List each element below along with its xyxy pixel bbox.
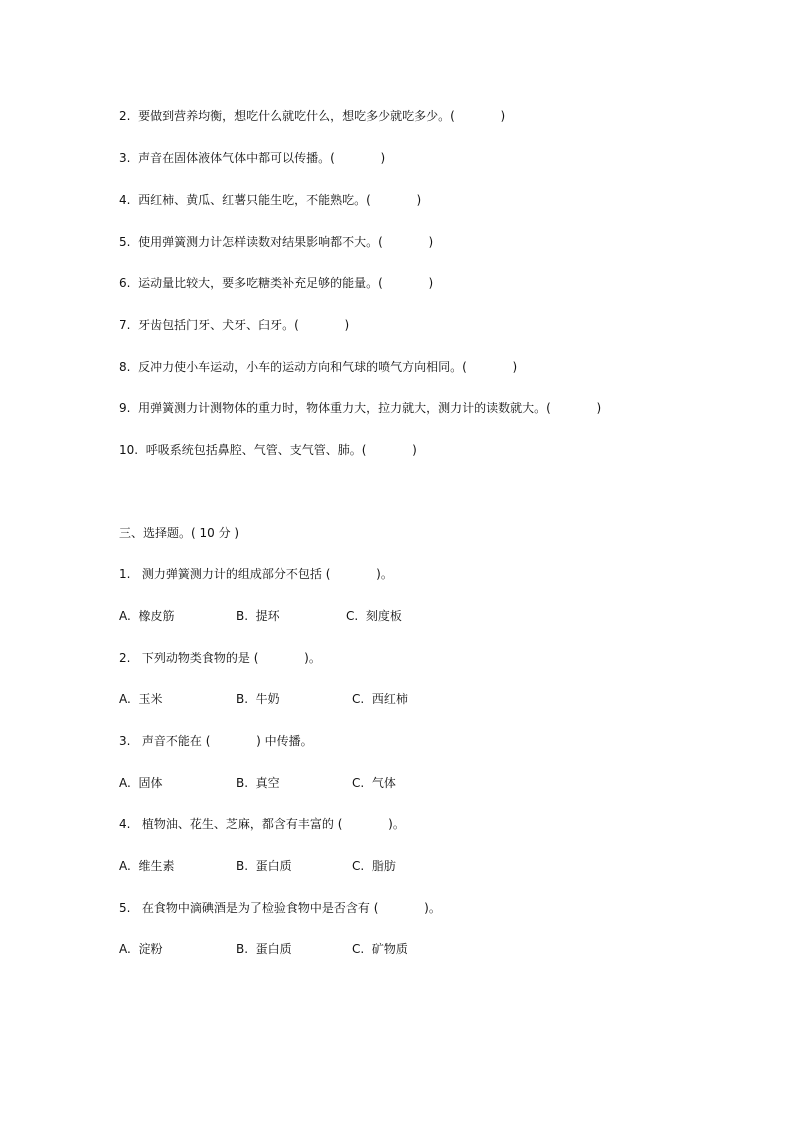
judgment-item: 8. 反冲力使小车运动，小车的运动方向和气球的喷气方向相同。( ) — [119, 360, 518, 374]
question-stem: 4. 植物油、花生、芝麻，都含有丰富的 ( )。 — [119, 817, 405, 831]
judgment-item: 7. 牙齿包括门牙、犬牙、臼牙。( ) — [119, 318, 350, 332]
option-b: B. 提环 — [236, 609, 280, 623]
option-a: A. 固体 — [119, 776, 163, 790]
option-c: C. 刻度板 — [346, 609, 402, 623]
section-title: 三、选择题。( 10 分 ) — [119, 526, 240, 540]
question-stem: 3. 声音不能在 ( ) 中传播。 — [119, 734, 313, 748]
judgment-item: 2. 要做到营养均衡，想吃什么就吃什么，想吃多少就吃多少。( ) — [119, 109, 506, 123]
option-b: B. 蛋白质 — [236, 942, 292, 956]
judgment-item: 9. 用弹簧测力计测物体的重力时，物体重力大，拉力就大，测力计的读数就大。( ) — [119, 401, 602, 415]
judgment-item: 4. 西红柿、黄瓜、红薯只能生吃，不能熟吃。( ) — [119, 193, 422, 207]
option-b: B. 真空 — [236, 776, 280, 790]
option-a: A. 淀粉 — [119, 942, 163, 956]
question-stem: 1. 测力弹簧测力计的组成部分不包括 ( )。 — [119, 567, 393, 581]
judgment-item: 6. 运动量比较大，要多吃糖类补充足够的能量。( ) — [119, 276, 434, 290]
question-stem: 2. 下列动物类食物的是 ( )。 — [119, 651, 321, 665]
option-a: A. 橡皮筋 — [119, 609, 175, 623]
option-a: A. 玉米 — [119, 692, 163, 706]
option-c: C. 气体 — [352, 776, 396, 790]
option-a: A. 维生素 — [119, 859, 175, 873]
judgment-item: 3. 声音在固体液体气体中都可以传播。( ) — [119, 151, 386, 165]
option-c: C. 矿物质 — [352, 942, 408, 956]
option-b: B. 蛋白质 — [236, 859, 292, 873]
judgment-item: 10. 呼吸系统包括鼻腔、气管、支气管、肺。( ) — [119, 443, 417, 457]
option-c: C. 脂肪 — [352, 859, 396, 873]
option-c: C. 西红柿 — [352, 692, 408, 706]
judgment-item: 5. 使用弹簧测力计怎样读数对结果影响都不大。( ) — [119, 235, 434, 249]
option-b: B. 牛奶 — [236, 692, 280, 706]
question-stem: 5. 在食物中滴碘酒是为了检验食物中是否含有 ( )。 — [119, 901, 441, 915]
